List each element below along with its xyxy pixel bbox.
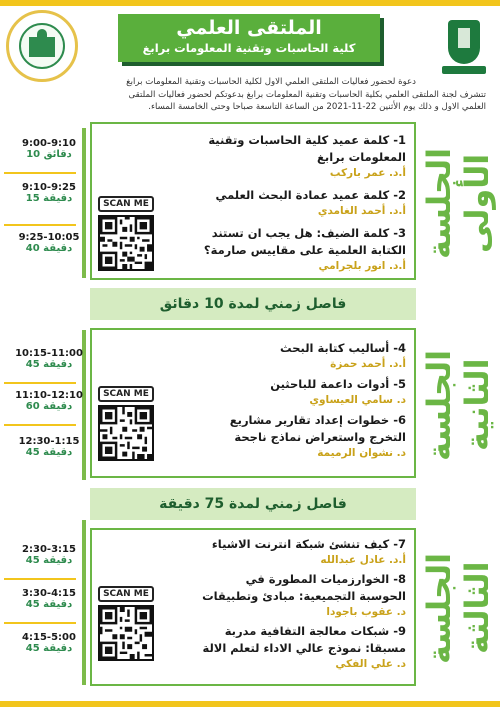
- session-box: [90, 328, 416, 478]
- session-side-label: [420, 530, 496, 686]
- intro-line: تتشرف لجنة الملتقى العلمي بكلية الحاسبات وتقنية المعلومات برابغ بدعوتكم لحضور فعاليات الملتقى: [128, 89, 486, 100]
- item-title: 3- كلمة الضيف: هل يجب ان تستند الكتابة العلمية على مقاييس صارمة؟: [203, 226, 406, 257]
- qr-block[interactable]: [98, 196, 154, 271]
- invitation-text: [56, 76, 486, 114]
- item-speaker: د. عقوب باجودا: [326, 606, 406, 618]
- time-range: 4:15-5:00: [22, 632, 76, 643]
- time-slot: [8, 632, 90, 654]
- time-duration: دقيقة 40: [25, 243, 73, 254]
- list-item: [156, 536, 406, 568]
- qr-code-icon[interactable]: [98, 605, 154, 661]
- time-duration: دقيقة 45: [25, 599, 73, 610]
- qr-code-icon[interactable]: [98, 215, 154, 271]
- session-items: [156, 536, 406, 672]
- qr-code-icon[interactable]: [98, 405, 154, 461]
- time-slot: [8, 182, 90, 204]
- bottom-accent-bar: [0, 701, 500, 707]
- session-label: الجلسة الأولى: [420, 147, 496, 259]
- session-box: [90, 528, 416, 686]
- time-slot: [8, 232, 90, 254]
- time-slot: [8, 436, 90, 458]
- time-slot: [8, 348, 90, 370]
- time-duration: دقيقة 45: [25, 643, 73, 654]
- page-title: الملتقى العلمي: [176, 17, 322, 39]
- item-title: 7- كيف تنشئ شبكة انترنت الاشياء: [211, 537, 406, 551]
- item-speaker: أ.د. أحمد الغامدي: [317, 205, 406, 217]
- session-side-label: [420, 330, 496, 480]
- item-speaker: د. سامي العيساوي: [309, 394, 406, 406]
- list-item: [156, 623, 406, 672]
- item-title: 5- أدوات داعمة للباحثين: [270, 377, 406, 391]
- list-item: [156, 412, 406, 461]
- header-banner: [118, 14, 380, 62]
- time-range: 9:00-9:10: [22, 138, 76, 149]
- intro-line: العلمي الاول و ذلك يوم الأثنين 22-11-2021 من الساعة التاسعة صباحا وحتى الخامسة المساء.: [148, 102, 486, 112]
- time-duration: دقائق 10: [26, 149, 72, 160]
- time-range: 3:30-4:15: [22, 588, 76, 599]
- session-items: [156, 132, 406, 274]
- qr-block[interactable]: [98, 386, 154, 461]
- time-slot: [8, 588, 90, 610]
- session-label: الجلسة الثالثة: [420, 552, 496, 664]
- item-speaker: أ.د. انور بلجرامي: [318, 260, 406, 272]
- top-accent-bar: [0, 0, 500, 6]
- break-banner: فاصل زمني لمدة 75 دقيقة: [90, 488, 416, 520]
- intro-line: دعوة لحضور فعاليات الملتقى العلمي الاول لكلية الحاسبات وتقنية المعلومات برابغ: [126, 77, 416, 87]
- time-divider: [4, 578, 76, 580]
- session-box: [90, 122, 416, 280]
- qr-block[interactable]: [98, 586, 154, 661]
- item-speaker: أ.د. عادل عبدالله: [320, 554, 406, 566]
- time-divider: [4, 382, 76, 384]
- qr-label: SCAN ME: [98, 586, 154, 602]
- time-divider: [4, 172, 76, 174]
- list-item: [156, 376, 406, 408]
- time-divider: [4, 224, 76, 226]
- item-speaker: أ.د. أحمد حمزة: [330, 358, 406, 370]
- time-range: 10:15-11:00: [15, 348, 83, 359]
- time-slot: [8, 544, 90, 566]
- time-duration: دقيقة 15: [25, 193, 73, 204]
- list-item: [156, 132, 406, 181]
- list-item: [156, 225, 406, 274]
- item-title: 4- أساليب كتابة البحث: [280, 341, 406, 355]
- qr-label: SCAN ME: [98, 196, 154, 212]
- time-duration: دقيقة 45: [25, 359, 73, 370]
- list-item: [156, 571, 406, 620]
- list-item: [156, 187, 406, 219]
- item-speaker: أ.د. عمر باركب: [329, 167, 406, 179]
- list-item: [156, 340, 406, 372]
- time-slot: [8, 390, 90, 412]
- item-title: 6- خطوات إعداد تقارير مشاريع التخرج واستعراض نماذج ناجحة: [229, 413, 406, 444]
- university-seal-icon: [6, 10, 78, 82]
- time-divider: [4, 622, 76, 624]
- time-duration: دقيقة 60: [25, 401, 73, 412]
- time-duration: دقيقة 45: [25, 447, 73, 458]
- break-banner: فاصل زمني لمدة 10 دقائق: [90, 288, 416, 320]
- item-speaker: د. علي الفكي: [335, 658, 406, 670]
- university-crest-icon: [442, 20, 486, 76]
- item-title: 8- الخوارزميات المطورة في الحوسبة التجميعية: مبادئ وتطبيقات: [202, 572, 406, 603]
- time-duration: دقيقة 45: [25, 555, 73, 566]
- item-speaker: د. نشوان الرميمة: [317, 447, 406, 459]
- time-range: 9:25-10:05: [18, 232, 80, 243]
- time-range: 12:30-1:15: [18, 436, 80, 447]
- time-range: 9:10-9:25: [22, 182, 76, 193]
- item-title: 2- كلمة عميد عمادة البحث العلمي: [215, 188, 406, 202]
- time-divider: [4, 424, 76, 426]
- session-side-label: [420, 128, 496, 278]
- time-range: 11:10-12:10: [15, 390, 83, 401]
- page-subtitle: كلية الحاسبات وتقنية المعلومات برابغ: [142, 41, 356, 55]
- time-slot: [8, 138, 90, 160]
- item-title: 1- كلمة عميد كلية الحاسبات وتقنية المعلومات برابغ: [208, 133, 406, 164]
- item-title: 9- شبكات معالجة التفافية مدربة مسبقا: نموذج عالي الاداء لتعلم الالة: [202, 624, 406, 655]
- time-range: 2:30-3:15: [22, 544, 76, 555]
- session-label: الجلسة الثانية: [420, 349, 496, 461]
- qr-label: SCAN ME: [98, 386, 154, 402]
- session-items: [156, 340, 406, 461]
